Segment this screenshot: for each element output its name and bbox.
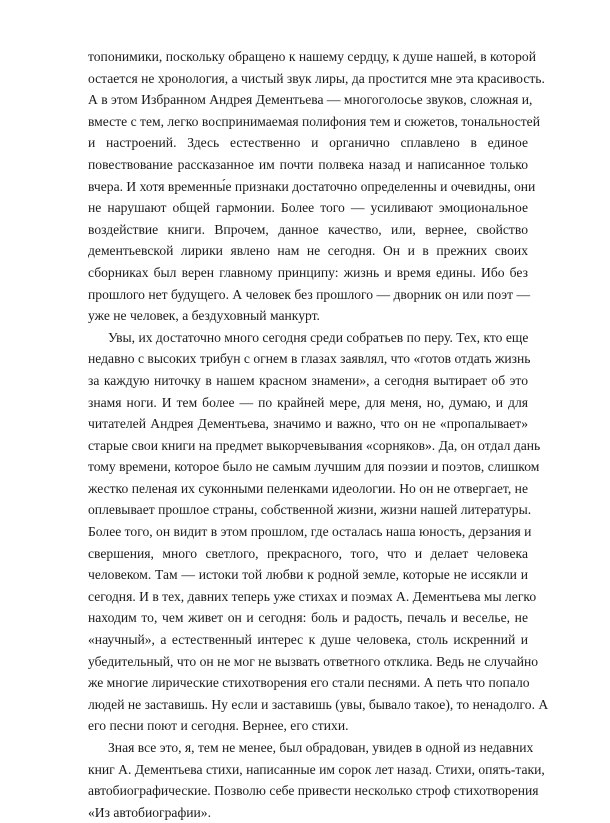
text-line: тому времени, которое было не самым лучшим для поэзии и поэтов, слишком — [88, 459, 540, 475]
text-line: старые свои книги на предмет выкорчевывания «сорняков». Да, он отдал дань — [88, 437, 541, 453]
text-line: знамя ноги. И тем более — по крайней мере, для меня, но, думаю, и для — [88, 394, 528, 410]
text-line: недавно с высоких трибун с огнем в глазах заявлял, что «готов отдать жизнь — [88, 351, 531, 367]
text-line: находим то, чем живет он и сегодня: боль и радость, печаль и веселье, не — [88, 610, 528, 626]
text-line: сегодня. И в тех, давних теперь уже стихах и поэмах А. Дементьева мы легко — [88, 588, 537, 604]
text-line: убедительный, что он не мог не вызвать ответного отклика. Ведь не случайно — [88, 653, 539, 669]
text-line: вместе с тем, легко воспринимаемая полифония тем и сюжетов, тональностей — [88, 113, 540, 129]
text-line: вчера. И хотя временны́е признаки достаточно определенны и очевидны, они — [88, 178, 536, 194]
text-line: автобиографические. Позволю себе привести несколько строф стихотворения — [88, 783, 539, 799]
text-line: оплевывает прошлое страны, собственной жизни, жизни нашей литературы. — [88, 502, 532, 518]
text-line: дементьевской лирики явлено нам не сегодня. Он и в прежних своих — [88, 243, 528, 259]
text-line: топонимики, поскольку обращено к нашему сердцу, к душе нашей, в которой — [88, 49, 536, 64]
paragraph-3 — [88, 737, 545, 823]
text-line: жестко пеленая их суконными пеленками идеологии. Но он не отвергает, не — [88, 480, 528, 496]
text-line: человеком. Там — истоки той любви к родной земле, которые не иссякли и — [88, 567, 528, 583]
text-line: Более того, он видит в этом прошлом, где осталась наша юность, дерзания и — [88, 524, 532, 540]
text-line: «научный», а естественный интерес к душе человека, столь искренний и — [88, 632, 528, 648]
text-line: книг А. Дементьева стихи, написанные им сорок лет назад. Стихи, опять-таки, — [88, 761, 545, 777]
text-line: А в этом Избранном Андрея Дементьева — многоголосье звуков, сложная и, — [88, 92, 533, 108]
text-line: Зная все это, я, тем не менее, был обрадован, увидев в одной из недавних — [108, 740, 534, 755]
text-line: Увы, их достаточно много сегодня среди собратьев по перу. Тех, кто еще — [108, 329, 529, 345]
text-line: прошлого нет будущего. А человек без прошлого — дворник он или поэт — — [88, 286, 531, 302]
paragraph-2 — [88, 327, 549, 737]
text-line: повествование рассказанное им почти полвека назад и написанное только — [88, 156, 528, 172]
text-line: не нарушают общей гармонии. Более того — усиливают эмоциональное — [88, 200, 528, 216]
text-line: людей не заставишь. Ну если и заставишь (увы, бывало такое), то ненадолго. А — [88, 696, 549, 712]
text-line: воздействие книги. Впрочем, данное качество, или, вернее, свойство — [88, 221, 528, 237]
text-line: же многие лирические стихотворения его стали песнями. А петь что попало — [88, 675, 530, 691]
text-line: читателей Андрея Дементьева, значимо и важно, что он не «пропалывает» — [88, 416, 528, 432]
text-line: его песни поют и сегодня. Вернее, его стихи. — [88, 718, 349, 734]
document-page — [88, 46, 549, 823]
text-line: «Из автобиографии». — [88, 804, 212, 820]
text-line: свершения, много светлого, прекрасного, того, что и делает человека — [88, 545, 528, 561]
text-line: и настроений. Здесь естественно и органично сплавлено в единое — [88, 135, 528, 151]
text-line: за каждую ниточку в нашем красном знамени», а сегодня вытирает об это — [88, 372, 528, 388]
paragraph-1 — [88, 46, 545, 327]
text-line: уже не человек, а бездуховный манкурт. — [88, 308, 320, 324]
text-line: остается не хронология, а чистый звук лиры, да простится мне эта красивость. — [88, 70, 545, 86]
text-line: сборниках был верен главному принципу: жизнь и время едины. Ибо без — [88, 264, 528, 280]
